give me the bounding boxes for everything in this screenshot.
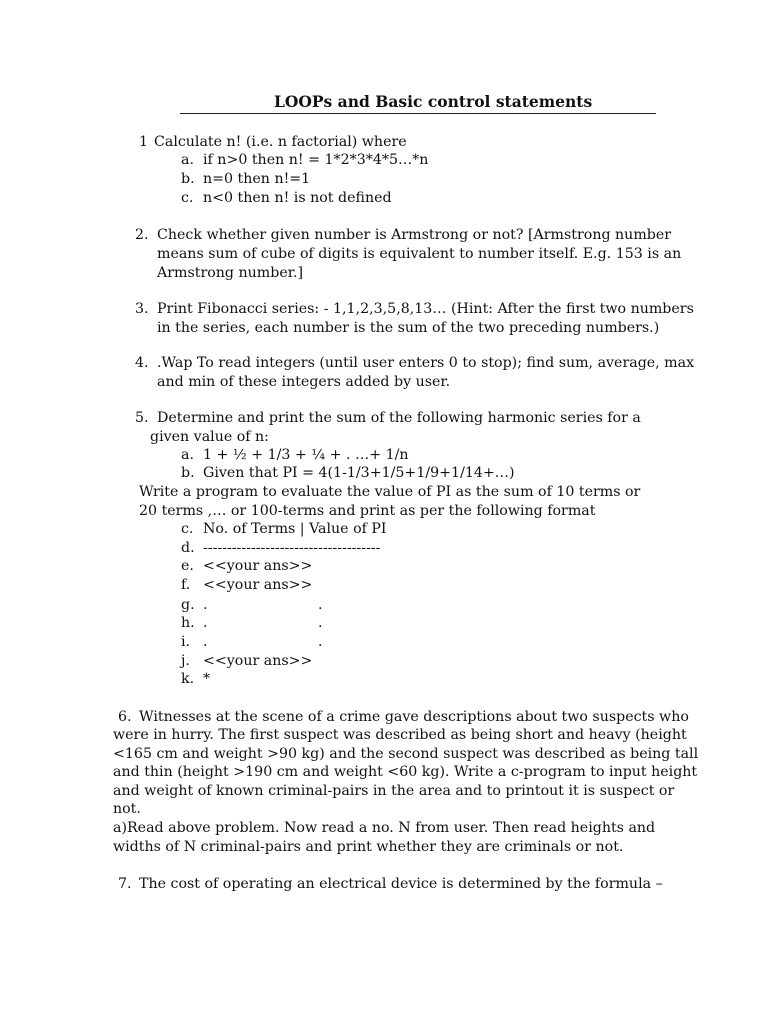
question-5-line: Determine and print the sum of the following harmonic series for a <box>157 410 641 426</box>
title-underline <box>180 113 656 114</box>
list-marker: b. <box>181 465 195 481</box>
question-6-line: not. <box>113 801 141 817</box>
table-line: <<your ans>> <box>203 653 313 669</box>
list-marker: h. <box>181 615 195 631</box>
list-marker: j. <box>181 653 190 669</box>
list-item: 1 + ½ + 1/3 + ¼ + . …+ 1/n <box>203 447 409 463</box>
question-6-line: and weight of known criminal-pairs in the area and to printout it is suspect or <box>113 783 675 799</box>
list-item: n<0 then n! is not defined <box>203 190 392 206</box>
table-line: . <box>318 634 323 650</box>
table-line: ------------------------------------- <box>203 540 381 556</box>
question-1-number: 1 <box>139 134 149 150</box>
question-5-extra: Write a program to evaluate the value of PI as the sum of 10 terms or <box>139 484 641 500</box>
list-marker: i. <box>181 634 191 650</box>
list-marker: g. <box>181 597 195 613</box>
list-marker: c. <box>181 190 194 206</box>
question-5-number: 5. <box>135 410 149 426</box>
table-line: <<your ans>> <box>203 558 313 574</box>
list-marker: c. <box>181 521 194 537</box>
list-marker: d. <box>181 540 195 556</box>
table-line: * <box>203 671 211 687</box>
question-6-line: <165 cm and weight >90 kg) and the second suspect was described as being tall <box>113 746 699 762</box>
question-4-line: and min of these integers added by user. <box>157 374 451 390</box>
table-line: <<your ans>> <box>203 577 313 593</box>
question-6-line: were in hurry. The first suspect was described as being short and heavy (height <box>113 727 687 743</box>
question-6-line: widths of N criminal-pairs and print whether they are criminals or not. <box>113 839 624 855</box>
list-item: if n>0 then n! = 1*2*3*4*5…*n <box>203 152 429 168</box>
page-title: LOOPs and Basic control statements <box>274 92 593 111</box>
question-6-line: a)Read above problem. Now read a no. N from user. Then read heights and <box>113 820 656 836</box>
question-6-line: Witnesses at the scene of a crime gave descriptions about two suspects who <box>139 709 689 725</box>
question-6-number: 6. <box>118 709 132 725</box>
table-line: . <box>203 615 208 631</box>
question-3-line: Print Fibonacci series: - 1,1,2,3,5,8,13… (Hint: After the first two numbers <box>157 301 694 317</box>
list-marker: e. <box>181 558 194 574</box>
list-marker: a. <box>181 152 194 168</box>
table-line: . <box>318 597 323 613</box>
question-2-number: 2. <box>135 227 149 243</box>
table-line: . <box>318 615 323 631</box>
question-2-line: Armstrong number.] <box>157 265 303 281</box>
question-6-line: and thin (height >190 cm and weight <60 kg). Write a c-program to input height <box>113 764 698 780</box>
question-5-line: given value of n: <box>150 429 269 445</box>
question-3-number: 3. <box>135 301 149 317</box>
table-line: . <box>203 597 208 613</box>
question-3-line: in the series, each number is the sum of the two preceding numbers.) <box>157 320 660 336</box>
table-line: No. of Terms | Value of PI <box>203 521 387 537</box>
question-2-line: means sum of cube of digits is equivalent to number itself. E.g. 153 is an <box>157 246 682 262</box>
list-marker: a. <box>181 447 194 463</box>
question-7-text: The cost of operating an electrical device is determined by the formula – <box>139 876 663 892</box>
question-2-line: Check whether given number is Armstrong or not? [Armstrong number <box>157 227 672 243</box>
table-line: . <box>203 634 208 650</box>
question-1-text: Calculate n! (i.e. n factorial) where <box>154 134 407 150</box>
question-5-extra: 20 terms ,… or 100-terms and print as per the following format <box>139 503 596 519</box>
list-marker: b. <box>181 171 195 187</box>
question-4-number: 4. <box>135 355 149 371</box>
question-7-number: 7. <box>118 876 132 892</box>
list-item: n=0 then n!=1 <box>203 171 311 187</box>
list-item: Given that PI = 4(1-1/3+1/5+1/9+1/14+…) <box>203 465 515 481</box>
question-4-line: .Wap To read integers (until user enters 0 to stop); find sum, average, max <box>157 355 695 371</box>
list-marker: k. <box>181 671 195 687</box>
list-marker: f. <box>181 577 191 593</box>
